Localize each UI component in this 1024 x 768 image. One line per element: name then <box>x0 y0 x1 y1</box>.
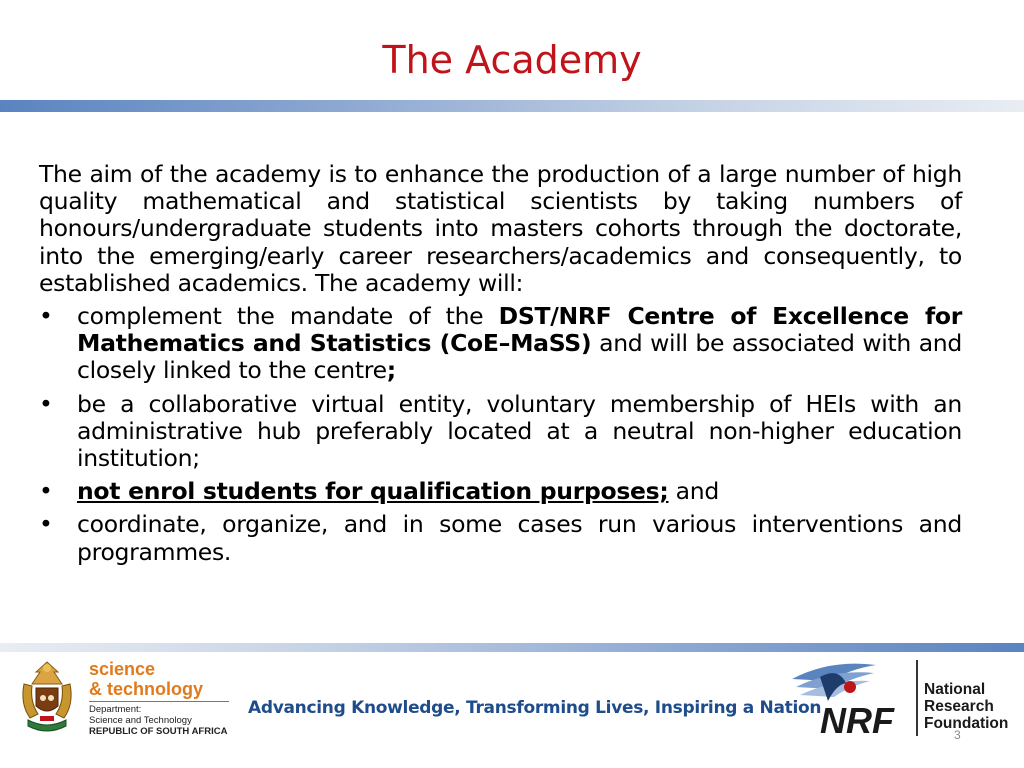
dst-country: REPUBLIC OF SOUTH AFRICA <box>89 726 228 737</box>
nrf-name-line: Foundation <box>924 715 1009 732</box>
footer-tagline: Advancing Knowledge, Transforming Lives, Inspiring a Nation <box>248 698 822 718</box>
list-item <box>39 391 962 473</box>
bullet-icon: • <box>39 510 53 539</box>
dst-technology-text: & technology <box>89 679 204 699</box>
list-item <box>39 511 962 565</box>
header-divider-bar <box>0 100 1024 112</box>
nrf-logo <box>790 657 1015 742</box>
bullet-bold-underline-text: not enrol students for qualification purposes; <box>77 477 669 506</box>
nrf-name-line: National <box>924 681 986 698</box>
bullet-text: and <box>668 477 719 506</box>
page-number: 3 <box>954 728 961 742</box>
dst-department-label: Department: <box>89 704 142 715</box>
bullet-text: complement the mandate of the <box>77 302 499 331</box>
bullet-text: coordinate, organize, and in some cases run various interventions and programmes. <box>77 510 962 566</box>
bullet-text: and will be associated with and closely linked to the centre <box>77 329 963 385</box>
dst-divider <box>89 701 229 702</box>
list-item <box>39 303 962 385</box>
bullet-icon: • <box>39 302 53 331</box>
intro-paragraph: The aim of the academy is to enhance the production of a large number of high quality mathematical and statistical scientists by taking numbers of honours/undergraduate students into masters cohorts through the doctorate, into the emerging/early career researchers/academics and consequently, to established academics. The academy will: <box>39 160 962 297</box>
slide-title: The Academy <box>382 38 642 82</box>
nrf-mark-text: NRF <box>820 700 894 741</box>
nrf-emblem-icon <box>790 657 915 742</box>
dst-logo <box>18 658 233 738</box>
nrf-name-line: Research <box>924 698 994 715</box>
nrf-divider <box>916 660 918 736</box>
footer-divider-bar <box>0 643 1024 652</box>
list-item <box>39 478 962 505</box>
slide-body <box>39 161 962 572</box>
bullet-text: be a collaborative virtual entity, voluntary membership of HEIs with an administrative hub preferably located at a neutral non-higher education institution; <box>77 389 962 473</box>
dst-department-name: Science and Technology <box>89 715 192 726</box>
bullet-icon: • <box>39 477 53 506</box>
coat-of-arms-icon <box>18 658 76 736</box>
bullet-bold-text: ; <box>386 356 396 385</box>
bullet-icon: • <box>39 389 53 418</box>
bullet-list <box>39 303 962 566</box>
bullet-bold-text: DST/NRF Centre of Excellence for Mathematics and Statistics (CoE–MaSS) <box>77 302 962 358</box>
dst-science-text: science <box>89 659 156 679</box>
nrf-name <box>924 681 1008 732</box>
